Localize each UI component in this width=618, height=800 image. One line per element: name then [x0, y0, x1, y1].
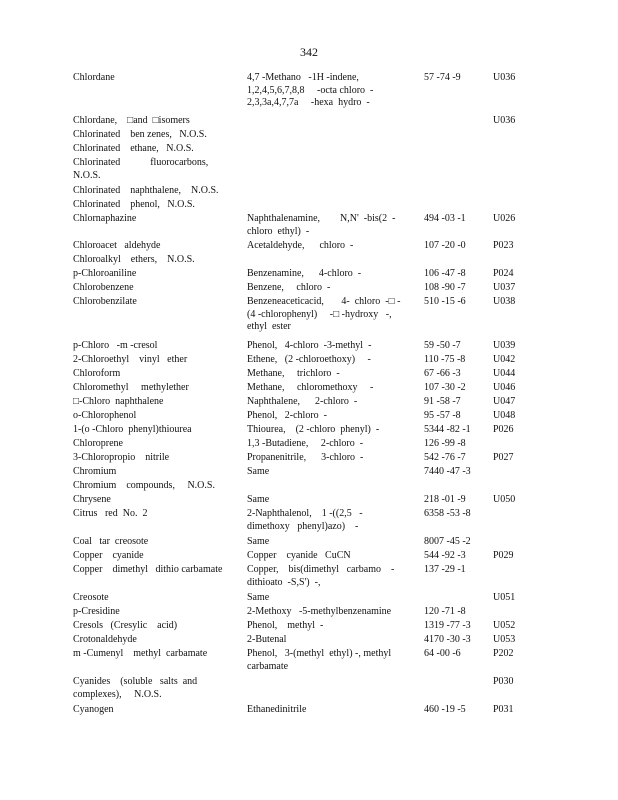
waste-code: U039	[493, 340, 516, 351]
waste-code: U036	[493, 115, 516, 126]
cas-number: 510 -15 -6	[424, 296, 466, 307]
chemical-synonym: 4,7 -Methano -1H -indene, 1,2,4,5,6,7,8,8 -octa chloro - 2,3,3a,4,7,7a -hexa hydro -	[247, 72, 374, 108]
chemical-name: Chlorinated fluorocarbons, N.O.S.	[73, 157, 209, 181]
waste-code: P031	[493, 704, 514, 715]
chemical-name: p-Cresidine	[73, 606, 120, 617]
waste-code: U026	[493, 213, 516, 224]
cas-number: 5344 -82 -1	[424, 424, 471, 435]
waste-code: U038	[493, 296, 516, 307]
chemical-name: Chlordane	[73, 72, 115, 83]
waste-code: U037	[493, 282, 516, 293]
chemical-name: Chromium	[73, 466, 117, 477]
chemical-synonym: Same	[247, 466, 270, 477]
chemical-synonym: Ethanedinitrile	[247, 704, 307, 715]
waste-code: P029	[493, 550, 514, 561]
chemical-name: Crotonaldehyde	[73, 634, 137, 645]
chemical-synonym: Ethene, (2 -chloroethoxy) -	[247, 354, 371, 365]
chemical-synonym: Copper, bis(dimethyl carbamo - dithioato -S,S') -,	[247, 564, 395, 588]
cas-number: 218 -01 -9	[424, 494, 466, 505]
waste-code: U053	[493, 634, 516, 645]
chemical-name: Chromium compounds, N.O.S.	[73, 480, 215, 491]
chemical-synonym: Phenol, methyl -	[247, 620, 324, 631]
chemical-name: Cyanides (soluble salts and complexes), N.O.S.	[73, 676, 198, 700]
chemical-name: Copper dimethyl dithio carbamate	[73, 564, 223, 575]
cas-number: 6358 -53 -8	[424, 508, 471, 519]
waste-code: U036	[493, 72, 516, 83]
chemical-synonym: Naphthalenamine, N,N' -bis(2 - chloro ethyl) -	[247, 213, 396, 237]
chemical-synonym: Acetaldehyde, chloro -	[247, 240, 354, 251]
chemical-name: Cresols (Cresylic acid)	[73, 620, 178, 631]
chemical-synonym: Copper cyanide CuCN	[247, 550, 351, 561]
cas-number: 126 -99 -8	[424, 438, 466, 449]
cas-number: 460 -19 -5	[424, 704, 466, 715]
chemical-name: 1-(o -Chloro phenyl)thiourea	[73, 424, 192, 435]
chemical-name: Creosote	[73, 592, 109, 603]
waste-code: U048	[493, 410, 516, 421]
chemical-name: Coal tar creosote	[73, 536, 149, 547]
waste-code: U051	[493, 592, 516, 603]
waste-code: P023	[493, 240, 514, 251]
chemical-synonym: 2-Butenal	[247, 634, 287, 645]
cas-number: 8007 -45 -2	[424, 536, 471, 547]
cas-number: 542 -76 -7	[424, 452, 466, 463]
chemical-synonym: Benzene, chloro -	[247, 282, 331, 293]
chemical-name: m -Cumenyl methyl carbamate	[73, 648, 208, 659]
chemical-name: Citrus red No. 2	[73, 508, 148, 519]
page-number: 342	[300, 45, 318, 59]
chemical-synonym: Thiourea, (2 -chloro phenyl) -	[247, 424, 380, 435]
cas-number: 120 -71 -8	[424, 606, 466, 617]
waste-code: P030	[493, 676, 514, 687]
waste-code: U046	[493, 382, 516, 393]
chemical-name: Chlordane, □and □isomers	[73, 115, 190, 126]
cas-number: 107 -20 -0	[424, 240, 466, 251]
chemical-name: Chloromethyl methylether	[73, 382, 189, 393]
chemical-synonym: Phenol, 2-chloro -	[247, 410, 327, 421]
chemical-synonym: Methane, chloromethoxy -	[247, 382, 374, 393]
chemical-name: Chlorobenzene	[73, 282, 134, 293]
chemical-name: Copper cyanide	[73, 550, 144, 561]
chemical-synonym: Phenol, 4-chloro -3-methyl -	[247, 340, 372, 351]
cas-number: 67 -66 -3	[424, 368, 461, 379]
cas-number: 106 -47 -8	[424, 268, 466, 279]
chemical-synonym: Benzeneaceticacid, 4- chloro -□ - (4 -chlorophenyl) -□ -hydroxy -, ethyl ester	[247, 296, 401, 332]
chemical-name: Chlorinated phenol, N.O.S.	[73, 199, 195, 210]
waste-code: U044	[493, 368, 516, 379]
cas-number: 137 -29 -1	[424, 564, 466, 575]
cas-number: 57 -74 -9	[424, 72, 461, 83]
cas-number: 64 -00 -6	[424, 648, 461, 659]
chemical-name: Chloroform	[73, 368, 121, 379]
waste-code: U047	[493, 396, 516, 407]
waste-code: P202	[493, 648, 514, 659]
chemical-name: Chloroalkyl ethers, N.O.S.	[73, 254, 195, 265]
chemical-name: Chlorinated ben zenes, N.O.S.	[73, 129, 207, 140]
chemical-synonym: 2-Naphthalenol, 1 -((2,5 - dimethoxy phenyl)azo) -	[247, 508, 363, 532]
chemical-synonym: Same	[247, 592, 270, 603]
chemical-name: Chlornaphazine	[73, 213, 137, 224]
chemical-synonym: Naphthalene, 2-chloro -	[247, 396, 358, 407]
chemical-synonym: Same	[247, 494, 270, 505]
chemical-synonym: Propanenitrile, 3-chloro -	[247, 452, 364, 463]
waste-code: P027	[493, 452, 514, 463]
chemical-name: □-Chloro naphthalene	[73, 396, 164, 407]
cas-number: 91 -58 -7	[424, 396, 461, 407]
cas-number: 544 -92 -3	[424, 550, 466, 561]
chemical-name: Chlorinated ethane, N.O.S.	[73, 143, 194, 154]
chemical-name: Chloroacet aldehyde	[73, 240, 161, 251]
cas-number: 107 -30 -2	[424, 382, 466, 393]
chemical-synonym: Same	[247, 536, 270, 547]
cas-number: 7440 -47 -3	[424, 466, 471, 477]
waste-code: U042	[493, 354, 516, 365]
chemical-name: o-Chlorophenol	[73, 410, 137, 421]
chemical-name: Chloroprene	[73, 438, 123, 449]
cas-number: 4170 -30 -3	[424, 634, 471, 645]
cas-number: 108 -90 -7	[424, 282, 466, 293]
chemical-name: 3-Chloropropio nitrile	[73, 452, 170, 463]
chemical-name: 2-Chloroethyl vinyl ether	[73, 354, 188, 365]
chemical-name: p-Chloro -m -cresol	[73, 340, 158, 351]
chemical-name: Chrysene	[73, 494, 111, 505]
chemical-synonym: 2-Methoxy -5-methylbenzenamine	[247, 606, 392, 617]
cas-number: 494 -03 -1	[424, 213, 466, 224]
chemical-name: Cyanogen	[73, 704, 114, 715]
cas-number: 95 -57 -8	[424, 410, 461, 421]
cas-number: 59 -50 -7	[424, 340, 461, 351]
chemical-synonym: 1,3 -Butadiene, 2-chloro -	[247, 438, 364, 449]
chemical-name: Chlorinated naphthalene, N.O.S.	[73, 185, 219, 196]
cas-number: 110 -75 -8	[424, 354, 466, 365]
chemical-name: p-Chloroaniline	[73, 268, 137, 279]
chemical-synonym: Phenol, 3-(methyl ethyl) -, methyl carbamate	[247, 648, 392, 672]
cas-number: 1319 -77 -3	[424, 620, 471, 631]
waste-code: U052	[493, 620, 516, 631]
waste-code: P024	[493, 268, 514, 279]
chemical-name: Chlorobenzilate	[73, 296, 137, 307]
chemical-synonym: Methane, trichloro -	[247, 368, 340, 379]
chemical-synonym: Benzenamine, 4-chloro -	[247, 268, 362, 279]
waste-code: P026	[493, 424, 514, 435]
waste-code: U050	[493, 494, 516, 505]
